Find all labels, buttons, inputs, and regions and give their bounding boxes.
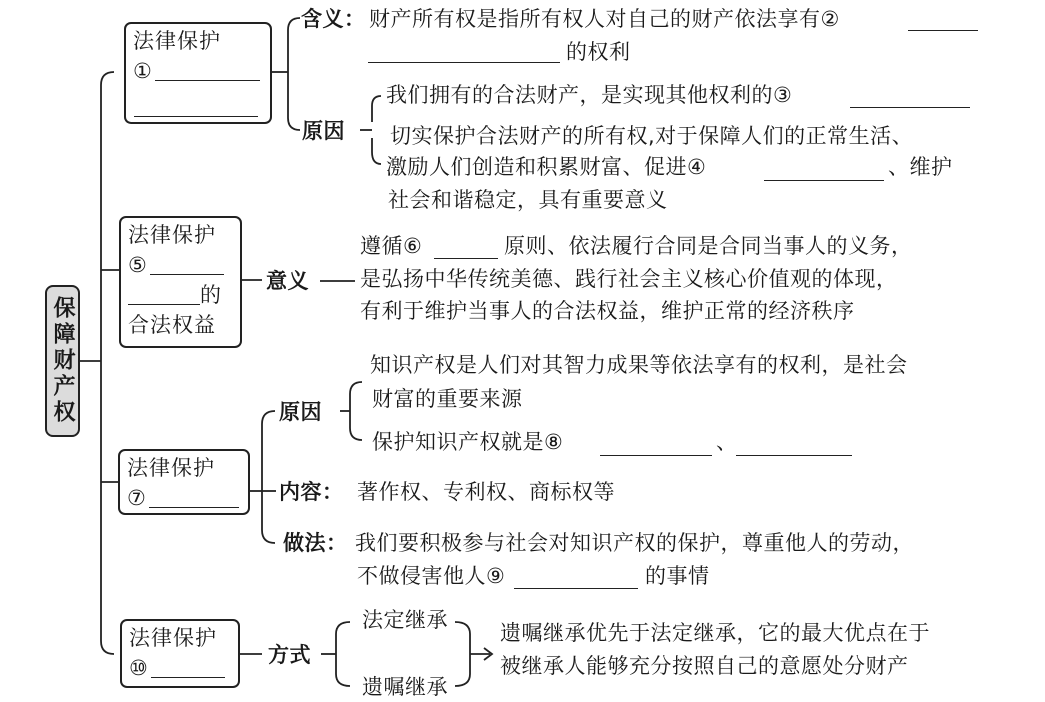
ip-reason1-line-1: 知识产权是人们对其智力成果等依法享有的权利，是社会 (370, 353, 908, 377)
reason2-line-2b: 、维护 (888, 155, 953, 179)
fill-blank-8b[interactable] (736, 455, 852, 456)
branch2-box-line4: 合法权益 (128, 313, 216, 337)
reason-label-1: 原因 (302, 119, 345, 143)
reason2-line-3: 社会和谐稳定，具有重要意义 (388, 188, 668, 212)
significance-line-3: 有利于维护当事人的合法权益，维护正常的经济秩序 (360, 299, 855, 323)
branch2-box-line3: 的 (128, 280, 233, 310)
fill-blank-3[interactable] (850, 107, 970, 108)
fill-blank-6[interactable] (434, 258, 498, 259)
root-node: 保障财产权 (45, 285, 80, 437)
significance-line-2: 是弘扬中华传统美德、践行社会主义核心价值观的体现， (360, 267, 898, 291)
method-line-2a: 不做侵害他人⑨ (357, 564, 506, 588)
branch3-box-blank (127, 483, 241, 513)
branch3-box-title: 法律保护 (127, 456, 215, 480)
branch1-box (124, 22, 272, 124)
reason2-line-1: 切实保护合法财产的所有权,对于保障人们的正常生活、 (390, 124, 914, 148)
method-line-1: 我们要积极参与社会对知识产权的保护，尊重他人的劳动， (355, 531, 914, 555)
reason2-line-2: 激励人们创造和积累财富、促进④ (386, 155, 707, 179)
branch3-box (118, 449, 250, 515)
fill-blank-7[interactable] (149, 485, 239, 508)
branch4-box-title: 法律保护 (129, 626, 217, 650)
fill-blank-10[interactable] (151, 655, 225, 678)
inheritance-note-line-1: 遗嘱继承优先于法定继承，它的最大优点在于 (500, 621, 930, 645)
fill-blank-2[interactable] (908, 30, 978, 31)
fill-blank-8a[interactable] (600, 455, 712, 456)
content-line: 著作权、专利权、商标权等 (357, 480, 615, 504)
inheritance-note-line-2: 被继承人能够充分按照自己的意愿处分财产 (500, 654, 909, 678)
blank-number-7: ⑦ (127, 486, 147, 510)
way-testamentary: 遗嘱继承 (362, 675, 448, 699)
branch1-box-title: 法律保护 (133, 29, 221, 53)
significance-line-1b: 原则、依法履行合同是合同当事人的义务， (504, 234, 913, 258)
blank-number-10: ⑩ (129, 656, 149, 680)
branch2-box-blank (128, 250, 233, 280)
branch4-box (120, 619, 240, 688)
blank-number-5: ⑤ (128, 253, 148, 277)
branch1-box-blank (133, 56, 263, 86)
reason1-line: 我们拥有的合法财产，是实现其他权利的③ (386, 83, 793, 107)
fill-blank-1-cont[interactable] (134, 116, 258, 117)
meaning-label: 含义： (301, 7, 366, 31)
reason-label-3: 原因 (279, 400, 322, 424)
blank-number-1: ① (133, 59, 153, 83)
fill-blank-5-cont[interactable] (128, 282, 200, 305)
significance-line-1a: 遵循⑥ (360, 234, 423, 258)
meaning-line-2: 的权利 (566, 40, 631, 64)
fill-blank-9[interactable] (514, 588, 638, 589)
way-label: 方式 (268, 643, 311, 667)
method-label: 做法： (283, 531, 348, 555)
branch4-box-blank (129, 653, 231, 683)
ip-reason1-line-2: 财富的重要来源 (372, 387, 523, 411)
way-statutory: 法定继承 (362, 608, 448, 632)
fill-blank-5[interactable] (150, 252, 224, 275)
content-label: 内容： (279, 480, 344, 504)
branch2-box (119, 216, 242, 348)
significance-label: 意义 (266, 269, 309, 293)
fill-blank-2-cont[interactable] (368, 62, 560, 63)
method-line-2b: 的事情 (645, 564, 710, 588)
ip-reason2-sep: 、 (716, 430, 738, 454)
ip-reason2-line: 保护知识产权就是⑧ (372, 430, 564, 454)
fill-blank-4[interactable] (764, 180, 884, 181)
branch2-box-title: 法律保护 (128, 223, 216, 247)
meaning-line-1: 财产所有权是指所有权人对自己的财产依法享有② (369, 7, 840, 31)
fill-blank-1[interactable] (155, 58, 260, 81)
